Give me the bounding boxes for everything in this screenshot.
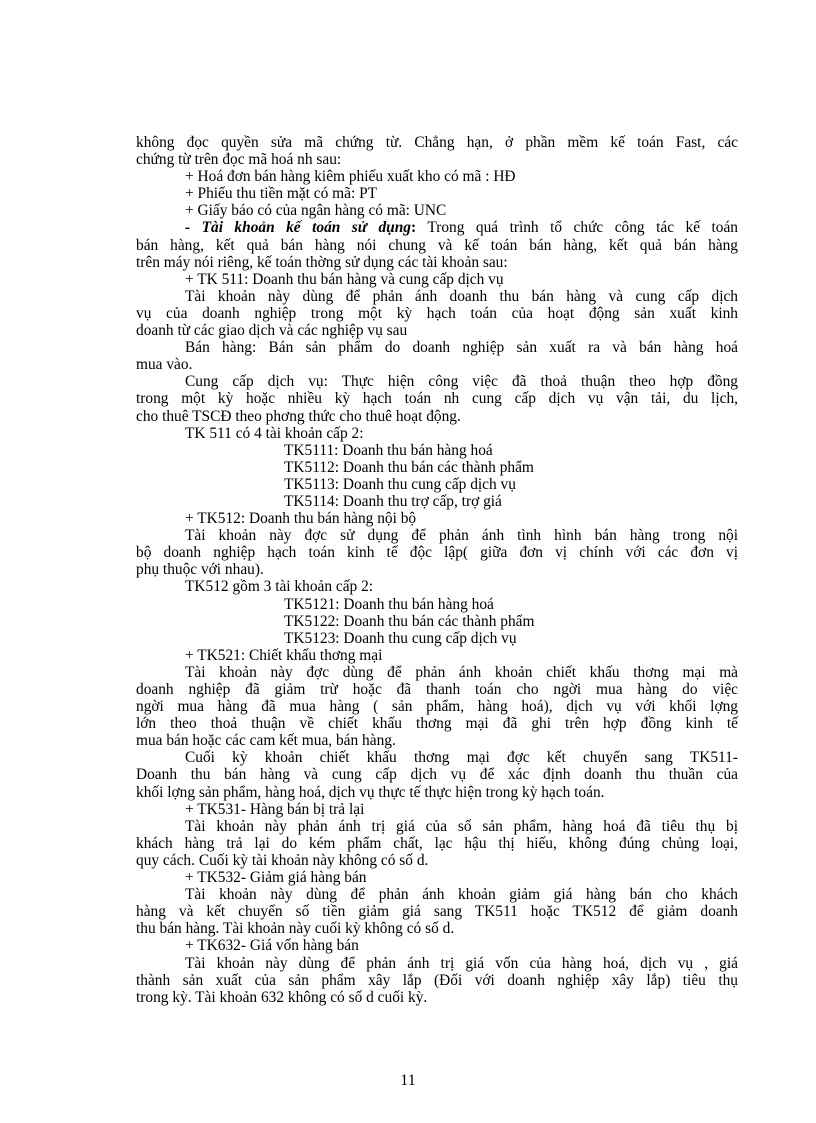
text-line: ngời mua hàng đã mua hàng ( sản phẩm, hàng hoá), dịch vụ với khối lợng [136, 698, 738, 716]
text-line [136, 219, 738, 236]
sub-account-item: TK5113: Doanh thu cung cấp dịch vụ [284, 475, 516, 493]
text-line: không đọc quyền sửa mã chứng từ. Chẳng hạn, ở phần mềm kế toán Fast, các [136, 134, 738, 151]
text-line: Tài khoản này phản ánh trị giá của số sản phẩm, hàng hoá đã tiêu thụ bị [185, 817, 738, 835]
text-line: bán hàng, kết quả bán hàng nói chung và kế toán bán hàng, kết quả bán hàng [136, 236, 738, 254]
text-line: cho thuê TSCĐ theo phơng thức cho thuê hoạt động. [136, 407, 461, 425]
text-line: Cuối kỳ khoản chiết khấu thơng mại đợc kết chuyển sang TK511- [185, 749, 738, 767]
sub-account-intro: TK 511 có 4 tài khoản cấp 2: [185, 424, 364, 442]
text-line: vụ của doanh nghiệp trong một kỳ hạch toán của hoạt động sản xuất kinh [136, 304, 738, 322]
sub-account-item: TK5114: Doanh thu trợ cấp, trợ giá [284, 492, 502, 510]
text-line: trong kỳ. Tài khoản 632 không có số d cuối kỳ. [136, 988, 428, 1006]
text-line: doanh nghiệp đã giảm trừ hoặc đã thanh toán cho ngời mua hàng do việc [136, 681, 738, 698]
sub-account-item: TK5123: Doanh thu cung cấp dịch vụ [284, 629, 517, 647]
text-line: trên máy nói riêng, kế toán thờng sử dụng các tài khoản sau: [136, 253, 508, 271]
text-line: Tài khoản này đợc sử dụng để phản ánh tình hình bán hàng trong nội [185, 527, 738, 545]
text-line: khách hàng trả lại do kém phẩm chất, lạc hậu thị hiếu, không đúng chủng loại, [136, 834, 738, 852]
text-line: mua bán hoặc các cam kết mua, bán hàng. [136, 732, 396, 750]
text-line: lớn theo thoả thuận về chiết khấu thơng mại đã ghi trên hợp đồng kinh tế [136, 715, 738, 733]
text-line: thành sản xuất của sản phẩm xây lắp (Đối với doanh nghiệp xây lắp) tiêu thụ [136, 971, 738, 989]
text-line: Tài khoản này dùng để phản ánh doanh thu bán hàng và cung cấp dịch [185, 287, 738, 305]
document-body [136, 134, 738, 1006]
text-line: doanh từ các giao dịch và các nghiệp vụ sau [136, 322, 408, 340]
text-line: Tài khoản này dùng để phản ánh trị giá vốn của hàng hoá, dịch vụ , giá [185, 954, 738, 972]
list-item: + Giấy báo có của ngân hàng có mã: UNC [185, 202, 447, 220]
heading-colon: : [411, 219, 417, 237]
text-line: trong một kỳ hoặc nhiều kỳ hạch toán nh cung cấp dịch vụ vận tải, du lịch, [136, 390, 738, 408]
text-line: chứng từ trên đọc mã hoá nh sau: [136, 151, 342, 169]
text-line: Doanh thu bán hàng và cung cấp dịch vụ để xác định doanh thu thuần của [136, 766, 738, 784]
account-heading: + TK532- Giảm giá hàng bán [185, 869, 367, 887]
text-span: Trong quá trình tổ chức công tác kế toán [416, 219, 738, 237]
text-line: hàng và kết chuyển số tiền giảm giá sang TK511 hoặc TK512 để giảm doanh [136, 903, 738, 921]
text-line: phụ thuộc với nhau). [136, 561, 264, 579]
text-line: khối lợng sản phẩm, hàng hoá, dịch vụ thực tế thực hiện trong kỳ hạch toán. [136, 783, 605, 801]
text-line: bộ doanh nghiệp hạch toán kinh tế độc lập( giữa đơn vị chính với các đơn vị [136, 544, 738, 562]
text-line: Tài khoản này dùng để phản ánh khoản giảm giá hàng bán cho khách [185, 886, 738, 904]
section-heading: - Tài khoản kế toán sử dụng [185, 219, 411, 237]
sub-account-intro: TK512 gồm 3 tài khoản cấp 2: [185, 578, 374, 596]
text-line: mua vào. [136, 356, 193, 374]
account-heading: + TK512: Doanh thu bán hàng nội bộ [185, 510, 417, 528]
account-heading: + TK632- Giá vốn hàng bán [185, 937, 359, 955]
account-heading: + TK521: Chiết khấu thơng mại [185, 646, 383, 664]
account-heading: + TK531- Hàng bán bị trả lại [185, 800, 365, 818]
account-heading: + TK 511: Doanh thu bán hàng và cung cấp dịch vụ [185, 270, 504, 288]
text-line: Tài khoản này đợc dùng để phản ánh khoản chiết khấu thơng mại mà [185, 663, 738, 681]
text-line: quy cách. Cuối kỳ tài khoản này không có số d. [136, 851, 429, 869]
text-line: thu bán hàng. Tài khoản này cuối kỳ không có số d. [136, 920, 455, 938]
list-item: + Hoá đơn bán hàng kiêm phiếu xuất kho có mã : HĐ [185, 168, 516, 186]
text-line: Bán hàng: Bán sản phẩm do doanh nghiệp sản xuất ra và bán hàng hoá [185, 339, 738, 357]
sub-account-item: TK5121: Doanh thu bán hàng hoá [284, 595, 494, 613]
text-line: Cung cấp dịch vụ: Thực hiện công việc đã thoả thuận theo hợp đồng [185, 373, 738, 391]
page-number: 11 [400, 1072, 416, 1089]
sub-account-item: TK5122: Doanh thu bán các thành phẩm [284, 612, 535, 630]
sub-account-item: TK5111: Doanh thu bán hàng hoá [284, 441, 493, 459]
sub-account-item: TK5112: Doanh thu bán các thành phẩm [284, 458, 534, 476]
list-item: + Phiếu thu tiền mặt có mã: PT [185, 185, 378, 203]
